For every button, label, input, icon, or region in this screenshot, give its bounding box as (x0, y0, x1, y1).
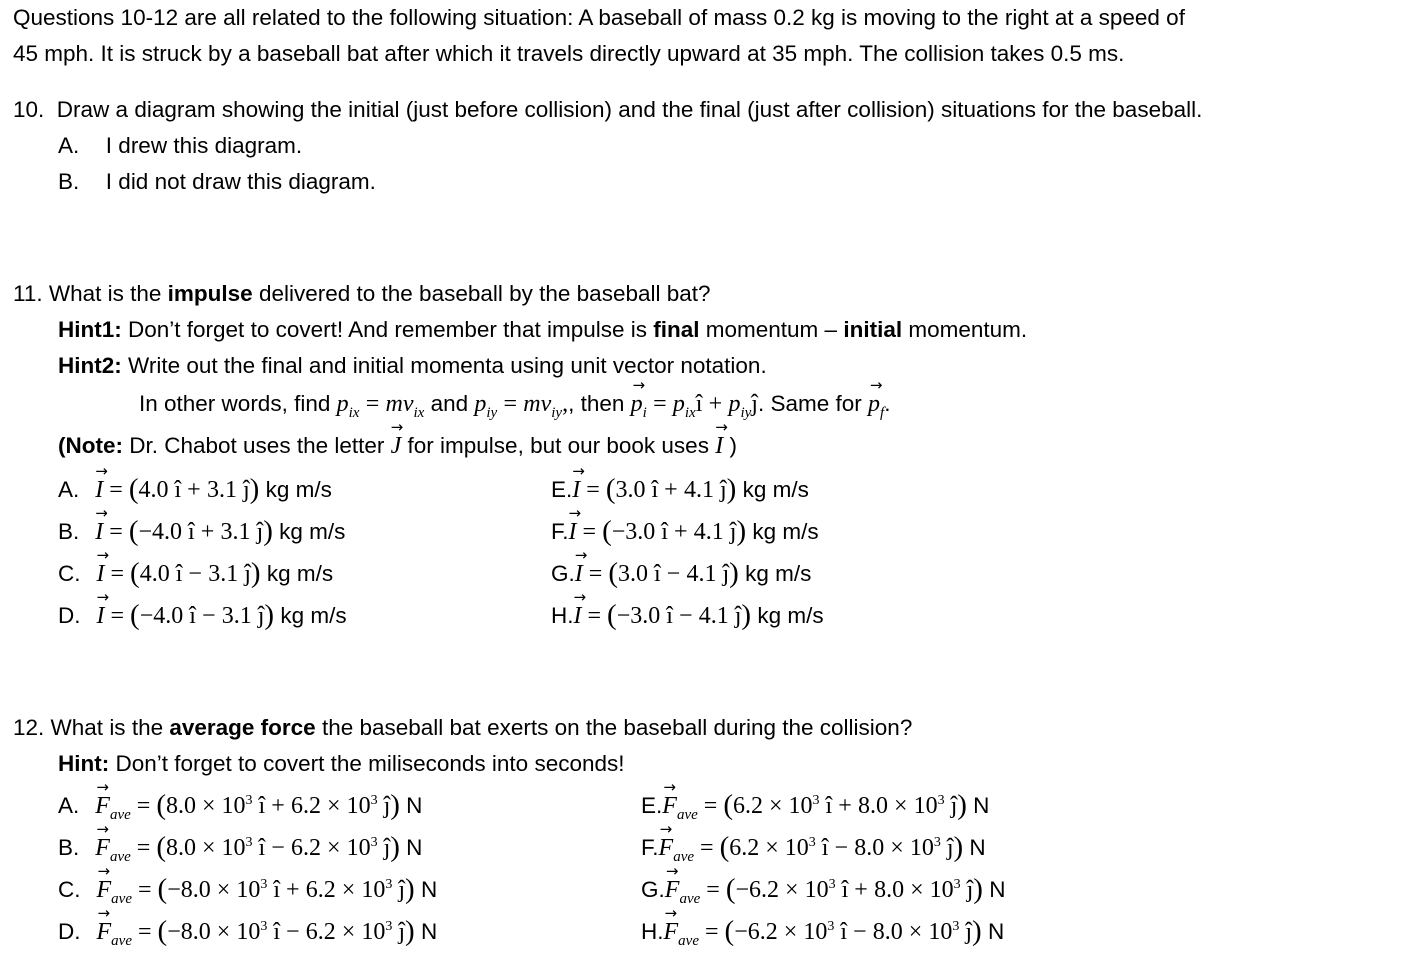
y-component: 6.2 (305, 919, 336, 945)
operator: − (666, 561, 681, 587)
q12-option-e[interactable]: $E.F \to_{ave} = (6.2 \times 10^3$ î + $8.0 \times 10^3$ ĵ) N (641, 786, 989, 824)
y-component: 6.2 (291, 835, 322, 861)
x-component: 4.0 (138, 477, 169, 503)
q11-option-a[interactable]: A. I → = (4.0 î + 3.1 ĵ) kg m/s (58, 470, 332, 508)
y-component: 4.1 (683, 477, 714, 503)
option-letter: H. (641, 919, 664, 944)
question-10-number: 10. (13, 97, 45, 122)
y-component: 3.1 (221, 603, 252, 629)
x-component: −6.2 (735, 877, 780, 903)
y-component: 8.0 (858, 793, 889, 819)
unit: N (420, 919, 438, 944)
question-12-number: 12. (13, 715, 45, 740)
y-component: 8.0 (854, 835, 885, 861)
x-component: −4.0 (139, 603, 184, 629)
impulse-symbol: I → (97, 598, 105, 634)
q12-option-d[interactable]: D. $F \to_{ave} = (-8.0 \times 10^3$ î − $6.2 \times 10^3$ ĵ) N (58, 912, 437, 950)
impulse-symbol: I → (569, 514, 577, 550)
y-component: 6.2 (291, 793, 322, 819)
x-component: 4.0 (139, 561, 170, 587)
q10-option-b[interactable]: B. I did not draw this diagram. (58, 169, 376, 194)
y-component: 3.1 (220, 519, 251, 545)
impulse-symbol: I → (572, 472, 580, 508)
y-component: 3.1 (206, 477, 237, 503)
unit: kg m/s (279, 519, 346, 544)
unit: N (989, 877, 1006, 902)
question-10-text: Draw a diagram showing the initial (just before collision) and the final (just after collision) situations for the baseball. (56, 97, 1203, 122)
force-symbol: $F \to_{ave}$ (95, 793, 131, 819)
unit: kg m/s (752, 519, 819, 544)
option-letter: A. (58, 793, 80, 818)
impulse-symbol: I → (95, 514, 103, 550)
q12-option-b[interactable]: B. $F \to_{ave} = (8.0 \times 10^3$ î − $6.2 \times 10^3$ ĵ) N (58, 828, 422, 866)
operator: − (834, 835, 848, 861)
unit: N (969, 835, 986, 860)
intro-line-2: 45 mph. It is struck by a baseball bat after which it travels directly upward at 35 mph. The collision takes 0.5 ms. (13, 41, 1125, 66)
unit: kg m/s (742, 477, 809, 502)
q11-hint2: Hint2: Write out the final and initial momenta using unit vector notation. (58, 353, 767, 378)
operator: + (200, 519, 215, 545)
operator: − (678, 603, 693, 629)
unit: kg m/s (757, 603, 824, 628)
force-symbol: $F \to_{ave}$ (97, 877, 133, 903)
option-letter: F. (641, 835, 659, 860)
q12-option-h[interactable]: $H.F \to_{ave} = (-6.2 \times 10^3$ î − $8.0 \times 10^3$ ĵ) N (641, 912, 1004, 950)
q12-option-a[interactable]: A. $F \to_{ave} = (8.0 \times 10^3$ î + $6.2 \times 10^3$ ĵ) N (58, 786, 422, 824)
option-letter: F. (551, 519, 569, 544)
question-11: 11. What is the impulse delivered to the baseball by the baseball bat? (13, 281, 711, 306)
unit: kg m/s (266, 561, 334, 586)
operator: + (285, 877, 300, 903)
impulse-symbol: I → (574, 598, 582, 634)
question-11-number: 11. (13, 281, 43, 306)
option-letter: B. (58, 519, 80, 544)
operator: − (188, 561, 202, 587)
y-component: 8.0 (874, 877, 905, 903)
operator: + (664, 477, 678, 503)
q12-option-c[interactable]: C. $F \to_{ave} = (-8.0 \times 10^3$ î + $6.2 \times 10^3$ ĵ) N (58, 870, 437, 908)
x-component: 6.2 (729, 835, 760, 861)
unit: kg m/s (265, 477, 332, 502)
option-letter: E. (551, 477, 573, 502)
operator: + (187, 477, 201, 503)
q11-option-h[interactable]: H.I → = (−3.0 î − 4.1 ĵ) kg m/s (551, 596, 824, 634)
option-letter: G. (551, 561, 575, 586)
q11-option-c[interactable]: C. I → = (4.0 î − 3.1 ĵ) kg m/s (58, 554, 333, 592)
x-component: 3.0 (617, 561, 648, 587)
x-component: −3.0 (611, 519, 656, 545)
x-component: 6.2 (732, 793, 763, 819)
q10-option-a[interactable]: A. I drew this diagram. (58, 133, 303, 158)
q11-option-e[interactable]: E.I → = (3.0 î + 4.1 ĵ) kg m/s (551, 470, 809, 508)
operator: + (673, 519, 688, 545)
y-component: 3.1 (208, 561, 239, 587)
x-component: −8.0 (167, 919, 211, 945)
question-10 (13, 92, 1202, 128)
q11-hint1: Hint1: Don’t forget to covert! And remember that impulse is final momentum – initial momentum. (58, 317, 1028, 342)
operator: − (852, 919, 867, 945)
x-component: −4.0 (138, 519, 183, 545)
x-component: 8.0 (165, 835, 196, 861)
force-symbol: $F \to_{ave}$ (659, 835, 695, 861)
operator: + (838, 793, 852, 819)
unit: N (420, 877, 438, 902)
option-letter: D. (58, 919, 81, 944)
q11-option-d[interactable]: D. I → = (−4.0 î − 3.1 ĵ) kg m/s (58, 596, 347, 634)
y-component: 6.2 (305, 877, 336, 903)
y-component: 4.1 (698, 603, 729, 629)
option-letter: C. (58, 877, 81, 902)
x-component: −8.0 (167, 877, 211, 903)
x-component: 3.0 (615, 477, 646, 503)
unit: kg m/s (280, 603, 347, 628)
q11-option-b[interactable]: B. I → = (−4.0 î + 3.1 ĵ) kg m/s (58, 512, 345, 550)
unit: N (406, 793, 423, 818)
impulse-symbol: I → (97, 556, 105, 592)
q11-note: (Note: Dr. Chabot uses the letter J → for impulse, but our book uses I → ) (58, 428, 737, 464)
q12-option-f[interactable]: $F.F \to_{ave} = (6.2 \times 10^3$ î − $8.0 \times 10^3$ ĵ) N (641, 828, 986, 866)
q11-other-words: In other words, find $p_{ix} = mv_{ix}$ and $p_{iy} = mv_{iy}$,, then $p_i$ → = $p_{ix}î$ + $p_{iy}ĵ$. Same for $p_f$ →. (139, 386, 890, 422)
option-letter: A. (58, 477, 80, 502)
intro-line-1: Questions 10-12 are all related to the following situation: A baseball of mass 0.2 kg is moving to the right at a speed of (13, 5, 1185, 30)
operator: + (854, 877, 868, 903)
option-letter: G. (641, 877, 665, 902)
operator: − (201, 603, 216, 629)
option-letter: B. (58, 835, 80, 860)
impulse-symbol: I → (95, 472, 103, 508)
unit: kg m/s (745, 561, 812, 586)
x-component: −6.2 (734, 919, 778, 945)
unit: N (973, 793, 990, 818)
option-letter: E. (641, 793, 663, 818)
force-symbol: $F \to_{ave}$ (97, 919, 133, 945)
option-letter: D. (58, 603, 81, 628)
x-component: 8.0 (165, 793, 196, 819)
q12-option-g[interactable]: $G.F \to_{ave} = (-6.2 \times 10^3$ î + $8.0 \times 10^3$ ĵ) N (641, 870, 1005, 908)
force-symbol: $F \to_{ave}$ (664, 919, 700, 945)
operator: − (285, 919, 300, 945)
q12-hint: Hint: Don’t forget to covert the miliseconds into seconds! (58, 751, 625, 776)
y-component: 4.1 (686, 561, 717, 587)
option-letter: C. (58, 561, 81, 586)
operator: + (271, 793, 285, 819)
question-12: 12. What is the average force the baseball bat exerts on the baseball during the collision? (13, 715, 913, 740)
x-component: −3.0 (616, 603, 661, 629)
force-symbol: $F \to_{ave}$ (665, 877, 701, 903)
unit: N (987, 919, 1005, 944)
q11-option-g[interactable]: G.I → = (3.0 î − 4.1 ĵ) kg m/s (551, 554, 811, 592)
force-symbol: $F \to_{ave}$ (95, 835, 131, 861)
force-symbol: $F \to_{ave}$ (662, 793, 698, 819)
option-letter: H. (551, 603, 574, 628)
y-component: 4.1 (693, 519, 724, 545)
impulse-symbol: I → (575, 556, 583, 592)
operator: − (271, 835, 285, 861)
unit: N (406, 835, 423, 860)
q11-option-f[interactable]: F.I → = (−3.0 î + 4.1 ĵ) kg m/s (551, 512, 819, 550)
y-component: 8.0 (872, 919, 903, 945)
